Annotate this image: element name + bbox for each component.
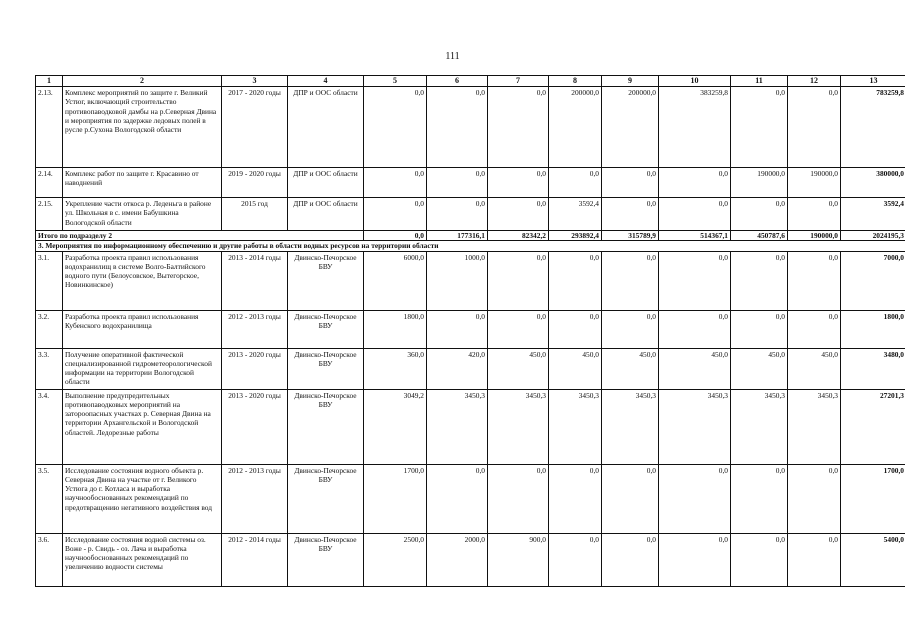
year-value: 900,0 xyxy=(488,533,549,586)
section-row xyxy=(36,241,905,251)
subtotal-value: 177316,1 xyxy=(427,231,488,241)
period: 2013 - 2020 годы xyxy=(222,389,288,464)
executor: ДПР и ООС области xyxy=(288,168,364,198)
column-header: 12 xyxy=(788,76,841,87)
year-value: 0,0 xyxy=(731,533,788,586)
row-number: 3.1. xyxy=(36,251,63,310)
row-total: 1800,0 xyxy=(841,310,905,348)
row-number: 3.3. xyxy=(36,348,63,389)
column-header: 5 xyxy=(364,76,427,87)
measure-name: Укрепление части откоса р. Леденьга в районе ул. Школьная в с. имени Бабушкина Вологодской области xyxy=(63,198,222,231)
year-value: 420,0 xyxy=(427,348,488,389)
year-value: 0,0 xyxy=(788,87,841,168)
period: 2019 - 2020 годы xyxy=(222,168,288,198)
table-row xyxy=(36,198,905,231)
column-header: 11 xyxy=(731,76,788,87)
year-value: 0,0 xyxy=(549,464,602,533)
year-value: 450,0 xyxy=(731,348,788,389)
table-row xyxy=(36,251,905,310)
year-value: 3450,3 xyxy=(788,389,841,464)
year-value: 3049,2 xyxy=(364,389,427,464)
row-total: 5400,0 xyxy=(841,533,905,586)
table-row xyxy=(36,389,905,464)
row-total: 783259,8 xyxy=(841,87,905,168)
row-number: 3.4. xyxy=(36,389,63,464)
subtotal-total: 2024195,3 xyxy=(841,231,905,241)
year-value: 190000,0 xyxy=(731,168,788,198)
year-value: 0,0 xyxy=(488,87,549,168)
year-value: 3450,3 xyxy=(659,389,731,464)
year-value: 0,0 xyxy=(602,251,659,310)
table-row xyxy=(36,533,905,586)
year-value: 0,0 xyxy=(602,168,659,198)
year-value: 0,0 xyxy=(427,198,488,231)
year-value: 450,0 xyxy=(788,348,841,389)
period: 2012 - 2014 годы xyxy=(222,533,288,586)
subtotal-value: 82342,2 xyxy=(488,231,549,241)
year-value: 0,0 xyxy=(549,251,602,310)
column-header: 2 xyxy=(63,76,222,87)
year-value: 0,0 xyxy=(659,198,731,231)
year-value: 0,0 xyxy=(731,198,788,231)
year-value: 6000,0 xyxy=(364,251,427,310)
measure-name: Комплекс мероприятий по защите г. Великий Устюг, включающий строительство противопаводковой дамбы на р.Северная Двина и мероприятия по задержке ледовых полей в русле р.Сухона Вологодской области xyxy=(63,87,222,168)
year-value: 0,0 xyxy=(602,533,659,586)
subtotal-value: 0,0 xyxy=(364,231,427,241)
year-value: 0,0 xyxy=(549,310,602,348)
subtotal-value: 514367,1 xyxy=(659,231,731,241)
row-total: 1700,0 xyxy=(841,464,905,533)
measure-name: Разработка проекта правил использования Кубенского водохранилища xyxy=(63,310,222,348)
year-value: 1800,0 xyxy=(364,310,427,348)
year-value: 3450,3 xyxy=(731,389,788,464)
period: 2017 - 2020 годы xyxy=(222,87,288,168)
year-value: 3450,3 xyxy=(602,389,659,464)
year-value: 1700,0 xyxy=(364,464,427,533)
measure-name: Получение оперативной фактической специализированной гидрометеорологической информации на территории Вологодской области xyxy=(63,348,222,389)
year-value: 383259,8 xyxy=(659,87,731,168)
column-header: 10 xyxy=(659,76,731,87)
executor: ДПР и ООС области xyxy=(288,198,364,231)
column-header: 3 xyxy=(222,76,288,87)
subtotal-value: 190000,0 xyxy=(788,231,841,241)
subtotal-row xyxy=(36,231,905,241)
period: 2013 - 2014 годы xyxy=(222,251,288,310)
year-value: 0,0 xyxy=(788,533,841,586)
page-number: 111 xyxy=(445,51,460,62)
year-value: 0,0 xyxy=(488,198,549,231)
table-row xyxy=(36,310,905,348)
year-value: 0,0 xyxy=(659,464,731,533)
row-total: 3480,0 xyxy=(841,348,905,389)
row-total: 380000,0 xyxy=(841,168,905,198)
row-number: 2.14. xyxy=(36,168,63,198)
year-value: 200000,0 xyxy=(602,87,659,168)
period: 2012 - 2013 годы xyxy=(222,310,288,348)
row-number: 3.6. xyxy=(36,533,63,586)
year-value: 190000,0 xyxy=(788,168,841,198)
table-row xyxy=(36,348,905,389)
period: 2013 - 2020 годы xyxy=(222,348,288,389)
year-value: 450,0 xyxy=(659,348,731,389)
measure-name: Исследование состояния водного объекта р. Северная Двина на участке от г. Великого Устюга до г. Котласа и выработка научнообоснованных рекомендаций по предотвращению негативного воздействия вод xyxy=(63,464,222,533)
year-value: 3592,4 xyxy=(549,198,602,231)
row-total: 7000,0 xyxy=(841,251,905,310)
table-row xyxy=(36,464,905,533)
budget-table xyxy=(35,75,905,587)
period: 2015 год xyxy=(222,198,288,231)
measure-name: Разработка проекта правил использования водохранилищ в системе Волго-Балтийского водного пути (Белоусовское, Вытегорское, Новинкинское) xyxy=(63,251,222,310)
year-value: 0,0 xyxy=(602,198,659,231)
row-number: 3.2. xyxy=(36,310,63,348)
year-value: 2000,0 xyxy=(427,533,488,586)
year-value: 0,0 xyxy=(364,87,427,168)
measure-name: Выполнение предупредительных противопаводковых мероприятий на затороопасных участках р. Северная Двина на территории Архангельской и Вологодской областей. Ледорезные работы xyxy=(63,389,222,464)
row-number: 3.5. xyxy=(36,464,63,533)
executor: Двинско-Печорское БВУ xyxy=(288,464,364,533)
year-value: 0,0 xyxy=(427,87,488,168)
executor: Двинско-Печорское БВУ xyxy=(288,389,364,464)
executor: Двинско-Печорское БВУ xyxy=(288,348,364,389)
year-value: 0,0 xyxy=(427,168,488,198)
year-value: 0,0 xyxy=(427,310,488,348)
measure-name: Комплекс работ по защите г. Красавино от наводнений xyxy=(63,168,222,198)
year-value: 0,0 xyxy=(659,251,731,310)
executor: Двинско-Печорское БВУ xyxy=(288,310,364,348)
year-value: 0,0 xyxy=(364,198,427,231)
year-value: 0,0 xyxy=(731,464,788,533)
executor: Двинско-Печорское БВУ xyxy=(288,251,364,310)
year-value: 450,0 xyxy=(488,348,549,389)
year-value: 3450,3 xyxy=(549,389,602,464)
year-value: 0,0 xyxy=(488,168,549,198)
subtotal-label: Итого по подразделу 2 xyxy=(36,231,364,241)
year-value: 450,0 xyxy=(602,348,659,389)
subtotal-value: 315789,9 xyxy=(602,231,659,241)
year-value: 2500,0 xyxy=(364,533,427,586)
year-value: 0,0 xyxy=(659,533,731,586)
year-value: 0,0 xyxy=(602,310,659,348)
column-header: 7 xyxy=(488,76,549,87)
year-value: 0,0 xyxy=(549,533,602,586)
year-value: 450,0 xyxy=(549,348,602,389)
column-header: 9 xyxy=(602,76,659,87)
executor: ДПР и ООС области xyxy=(288,87,364,168)
column-header: 4 xyxy=(288,76,364,87)
executor: Двинско-Печорское БВУ xyxy=(288,533,364,586)
row-total: 27201,3 xyxy=(841,389,905,464)
year-value: 0,0 xyxy=(488,310,549,348)
year-value: 0,0 xyxy=(788,310,841,348)
section-title: 3. Мероприятия по информационному обеспечению и другие работы в области водных ресурсов на территории области xyxy=(36,241,905,251)
year-value: 1000,0 xyxy=(427,251,488,310)
column-header: 13 xyxy=(841,76,905,87)
subtotal-value: 293892,4 xyxy=(549,231,602,241)
table-row xyxy=(36,168,905,198)
column-header: 1 xyxy=(36,76,63,87)
column-header: 6 xyxy=(427,76,488,87)
year-value: 360,0 xyxy=(364,348,427,389)
year-value: 0,0 xyxy=(788,464,841,533)
year-value: 3450,3 xyxy=(427,389,488,464)
year-value: 0,0 xyxy=(788,251,841,310)
year-value: 0,0 xyxy=(549,168,602,198)
row-number: 2.15. xyxy=(36,198,63,231)
year-value: 0,0 xyxy=(659,310,731,348)
row-number: 2.13. xyxy=(36,87,63,168)
subtotal-value: 450787,6 xyxy=(731,231,788,241)
year-value: 200000,0 xyxy=(549,87,602,168)
year-value: 0,0 xyxy=(602,464,659,533)
row-total: 3592,4 xyxy=(841,198,905,231)
year-value: 0,0 xyxy=(731,87,788,168)
year-value: 0,0 xyxy=(731,251,788,310)
column-header: 8 xyxy=(549,76,602,87)
year-value: 0,0 xyxy=(659,168,731,198)
header-row xyxy=(36,76,905,87)
period: 2012 - 2013 годы xyxy=(222,464,288,533)
year-value: 0,0 xyxy=(788,198,841,231)
year-value: 0,0 xyxy=(731,310,788,348)
year-value: 0,0 xyxy=(488,251,549,310)
year-value: 0,0 xyxy=(427,464,488,533)
table-row xyxy=(36,87,905,168)
year-value: 0,0 xyxy=(488,464,549,533)
year-value: 0,0 xyxy=(364,168,427,198)
table-body xyxy=(36,87,905,587)
year-value: 3450,3 xyxy=(488,389,549,464)
measure-name: Исследование состояния водной системы оз. Воже - р. Свидь - оз. Лача и выработка научнообоснованных рекомендаций по увеличению водности системы xyxy=(63,533,222,586)
